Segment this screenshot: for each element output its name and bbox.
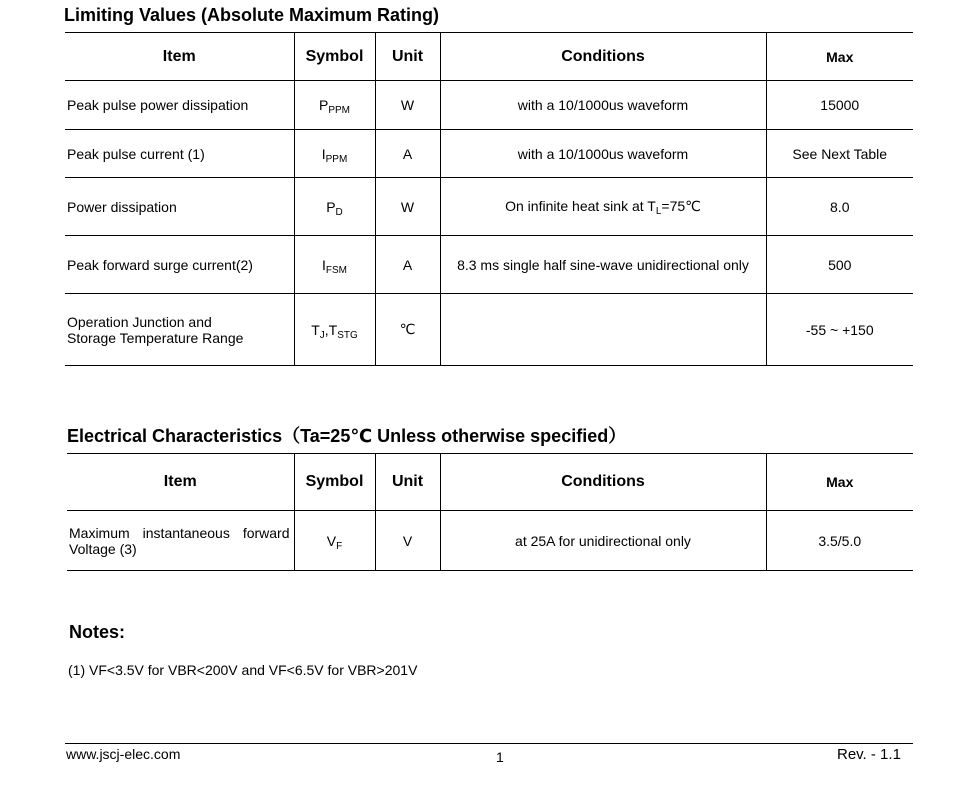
row-symbol xyxy=(294,236,375,294)
row-max: See Next Table xyxy=(766,130,913,178)
footer-url: www.jscj-elec.com xyxy=(66,746,181,762)
row-unit: V xyxy=(375,511,440,571)
row-conditions xyxy=(440,294,766,366)
row-item: Peak pulse power dissipation xyxy=(65,81,294,130)
row-symbol xyxy=(294,511,375,571)
row-max: 3.5/5.0 xyxy=(766,511,913,571)
row-item: Maximum instantaneous forward Voltage (3) xyxy=(67,511,294,571)
row-symbol xyxy=(294,130,375,178)
row-item xyxy=(65,294,294,366)
header-max: Max xyxy=(766,33,913,81)
table-header-row xyxy=(65,33,913,81)
conditions-subscript: L xyxy=(655,206,662,217)
symbol-subscript: D xyxy=(335,206,343,218)
table-row xyxy=(65,236,913,294)
table-row xyxy=(65,178,913,236)
symbol-main: T xyxy=(311,321,320,338)
symbol-subscript: PPM xyxy=(325,153,348,165)
symbol-subscript: FSM xyxy=(325,264,347,276)
symbol-subscript: F xyxy=(336,540,343,552)
footer-divider xyxy=(65,743,913,744)
table-row xyxy=(65,294,913,366)
symbol-main: P xyxy=(326,198,336,215)
row-symbol xyxy=(294,178,375,236)
symbol-main: ,T xyxy=(324,321,338,338)
row-max: 500 xyxy=(766,236,913,294)
symbol-main: I xyxy=(321,145,326,162)
table-row xyxy=(65,130,913,178)
electrical-characteristics-table xyxy=(67,453,913,571)
electrical-characteristics-title: Electrical Characteristics（Ta=25℃ Unless otherwise specified） xyxy=(67,426,627,446)
limiting-values-title: Limiting Values (Absolute Maximum Rating) xyxy=(64,5,440,25)
row-item-line: Operation Junction and xyxy=(67,313,212,330)
header-conditions: Conditions xyxy=(440,454,766,511)
row-conditions xyxy=(440,178,766,236)
footer-revision: Rev. - 1.1 xyxy=(837,746,901,763)
row-item: Power dissipation xyxy=(65,178,294,236)
header-unit: Unit xyxy=(375,454,440,511)
row-item: Peak forward surge current(2) xyxy=(65,236,294,294)
symbol-subscript: J xyxy=(319,329,325,341)
table-row xyxy=(67,511,913,571)
conditions-text: On infinite heat sink at T xyxy=(505,198,656,214)
row-unit: A xyxy=(375,130,440,178)
header-conditions: Conditions xyxy=(440,33,766,81)
row-conditions: with a 10/1000us waveform xyxy=(440,81,766,130)
row-unit: W xyxy=(375,81,440,130)
symbol-subscript: PPM xyxy=(328,105,350,116)
note-item: (1) VF<3.5V for VBR<200V and VF<6.5V for VBR>201V xyxy=(68,662,418,678)
header-symbol: Symbol xyxy=(294,33,375,81)
table-row xyxy=(65,81,913,130)
symbol-main: V xyxy=(326,532,337,549)
row-item: Peak pulse current (1) xyxy=(65,130,294,178)
row-max: -55 ~ +150 xyxy=(766,294,913,366)
limiting-values-table xyxy=(65,32,913,366)
row-item-line: Storage Temperature Range xyxy=(67,329,244,346)
row-conditions: with a 10/1000us waveform xyxy=(440,130,766,178)
row-unit: ℃ xyxy=(375,294,440,366)
row-symbol xyxy=(294,81,375,130)
symbol-main: I xyxy=(322,256,326,273)
row-conditions: at 25A for unidirectional only xyxy=(440,511,766,571)
footer-page-number: 1 xyxy=(496,749,504,765)
notes-title: Notes: xyxy=(69,622,126,642)
row-conditions: 8.3 ms single half sine-wave unidirectional only xyxy=(440,236,766,294)
symbol-main: P xyxy=(318,97,329,113)
row-max: 8.0 xyxy=(766,178,913,236)
header-unit: Unit xyxy=(375,33,440,81)
conditions-text-end: =75℃ xyxy=(661,198,701,214)
header-item: Item xyxy=(67,454,294,511)
row-max: 15000 xyxy=(766,81,913,130)
row-symbol xyxy=(294,294,375,366)
header-symbol: Symbol xyxy=(294,454,375,511)
header-item: Item xyxy=(65,33,294,81)
symbol-subscript: STG xyxy=(337,329,358,341)
row-unit: W xyxy=(375,178,440,236)
table-header-row xyxy=(67,454,913,511)
header-max: Max xyxy=(766,454,913,511)
row-unit: A xyxy=(375,236,440,294)
